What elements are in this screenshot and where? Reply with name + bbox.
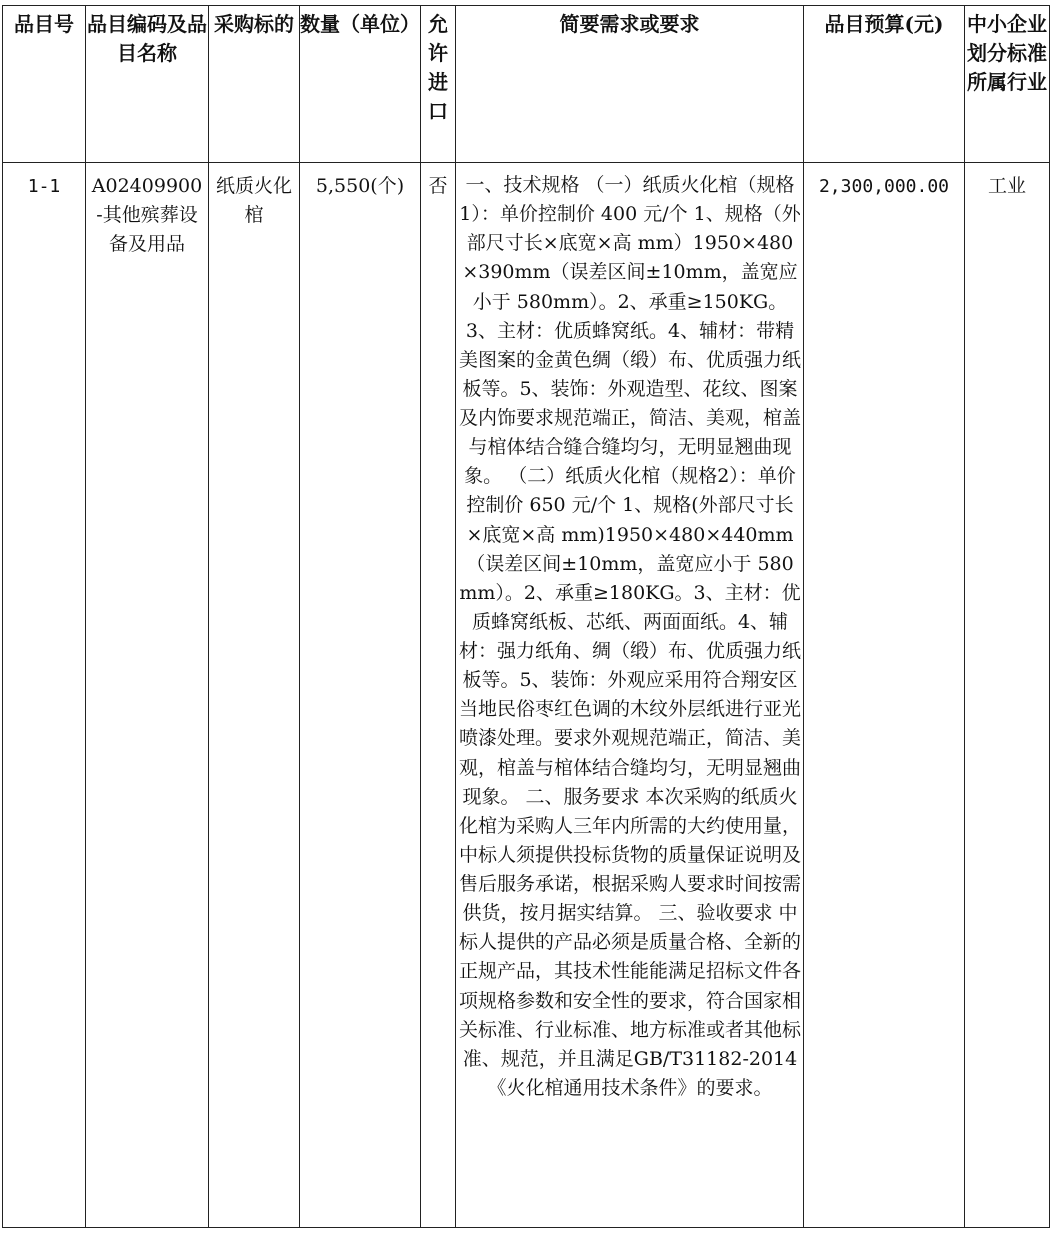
cell-import-allowed: 否 bbox=[421, 163, 456, 1228]
header-row bbox=[3, 6, 1050, 163]
cell-procurement-target: 纸质火化棺 bbox=[209, 163, 300, 1228]
header-requirements: 简要需求或要求 bbox=[456, 6, 804, 163]
header-import-allowed: 允许进口 bbox=[421, 6, 456, 163]
table-row bbox=[3, 163, 1050, 1228]
header-item-code-name: 品目编码及品目名称 bbox=[86, 6, 209, 163]
cell-quantity-unit: 5,550(个) bbox=[300, 163, 421, 1228]
cell-sme-industry: 工业 bbox=[965, 163, 1050, 1228]
cell-requirements: 一、技术规格 （一）纸质火化棺（规格1）：单价控制价 400 元/个 1、规格（外部尺寸长×底宽×高 mm）1950×480×390mm（误差区间±10mm，盖宽应小于 580mm）。2、承重≥150KG。3、主材：优质蜂窝纸。4、辅材：带精美图案的金黄色绸（缎）布、优质强力纸板等。5、装饰：外观造型、花纹、图案及内饰要求规范端正，简洁、美观，棺盖与棺体结合缝合缝均匀，无明显翘曲现象。 （二）纸质火化棺（规格2）：单价控制价 650 元/个 1、规格(外部尺寸长×底宽×高 mm)1950×480×440mm（误差区间±10mm，盖宽应小于 580mm）。2、承重≥180KG。3、主材：优质蜂窝纸板、芯纸、两面面纸。4、辅材：强力纸角、绸（缎）布、优质强力纸板等。5、装饰：外观应采用符合翔安区当地民俗枣红色调的木纹外层纸进行亚光喷漆处理。要求外观规范端正，简洁、美观，棺盖与棺体结合缝均匀，无明显翘曲现象。 二、服务要求 本次采购的纸质火化棺为采购人三年内所需的大约使用量，中标人须提供投标货物的质量保证说明及售后服务承诺，根据采购人要求时间按需供货，按月据实结算。 三、验收要求 中标人提供的产品必须是质量合格、全新的正规产品，其技术性能能满足招标文件各项规格参数和安全性的要求，符合国家相关标准、行业标准、地方标准或者其他标准、规范，并且满足GB/T31182-2014《火化棺通用技术条件》的要求。 bbox=[456, 163, 804, 1228]
header-item-no: 品目号 bbox=[3, 6, 86, 163]
header-quantity-unit: 数量（单位） bbox=[300, 6, 421, 163]
cell-item-code-name: A02409900-其他殡葬设备及用品 bbox=[86, 163, 209, 1228]
header-budget: 品目预算(元) bbox=[804, 6, 965, 163]
header-procurement-target: 采购标的 bbox=[209, 6, 300, 163]
cell-item-no: 1-1 bbox=[3, 163, 86, 1228]
header-sme-industry: 中小企业划分标准所属行业 bbox=[965, 6, 1050, 163]
procurement-table bbox=[2, 5, 1050, 1228]
cell-budget: 2,300,000.00 bbox=[804, 163, 965, 1228]
